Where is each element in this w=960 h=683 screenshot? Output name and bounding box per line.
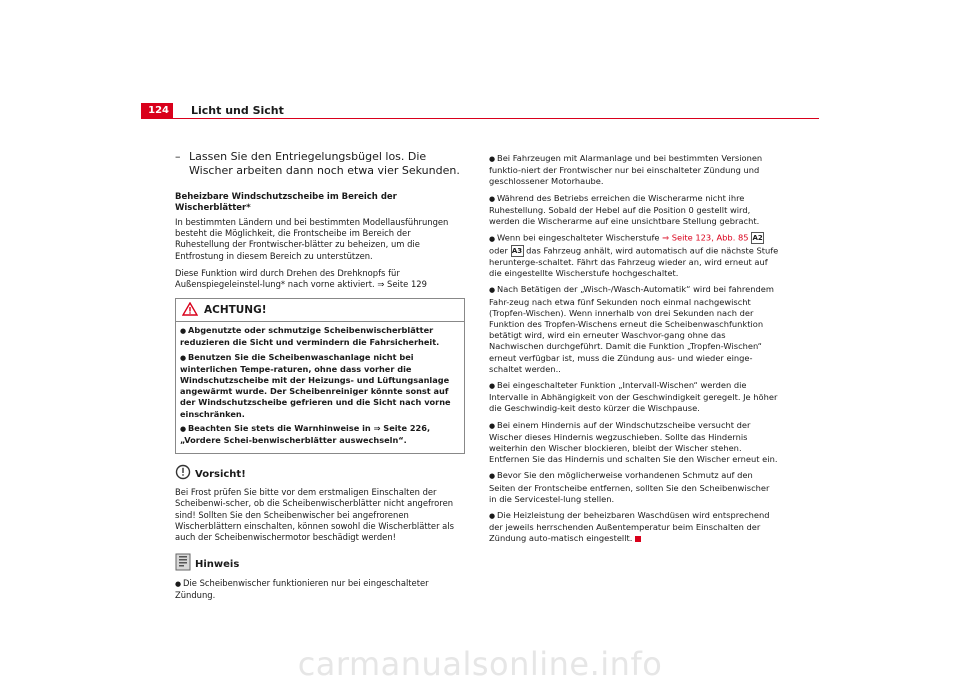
bullet: ● [489, 421, 496, 430]
warning-triangle-icon [182, 301, 198, 320]
bullet: ● [180, 424, 187, 433]
step-text: Lassen Sie den Entriegelungsbügel los. Die Wischer arbeiten dann noch etwa vier Sekunden. [189, 150, 460, 177]
warning-item: ● Benutzen Sie die Scheibenwaschanlage nicht bei winterlichen Tempe-raturen, ohne dass vorher die Windschutzscheibe mit der Heizungs- und Lüftungsanlage angewärmt wurde. Der Scheibenreiniger könnte sonst auf der Windschutzscheibe gefrieren und die Sicht nach vorne einschränken. [180, 351, 451, 419]
note-icon [175, 553, 191, 575]
bullet: ● [489, 472, 496, 481]
bullet: ● [489, 234, 496, 243]
caution-header [175, 464, 465, 484]
section-heading: Beheizbare Windschutzscheibe im Bereich der Wischerblätter* [175, 192, 397, 213]
caution-title: Vorsicht! [195, 468, 246, 480]
bullet: ● [489, 381, 496, 390]
warning-item: ● Beachten Sie stets die Warnhinweise in ⇒ Seite 226, „Vordere Schei-benwischerblätter auswechseln“. [180, 422, 431, 446]
note-title: Hinweis [195, 558, 240, 570]
warning-body [176, 321, 464, 453]
bullet: ● [175, 580, 182, 589]
section-paragraph-2: Diese Funktion wird durch Drehen des Drehknopfs für Außenspiegeleinstel-lung* nach vorne aktiviert. ⇒ Seite 129 [175, 267, 427, 290]
bullet: ● [489, 286, 496, 295]
step-dash: – [175, 150, 181, 163]
list-item: ● Bevor Sie den möglicherweise vorhandenen Schmutz auf den Seiten der Frontscheibe entfernen, sollten Sie den Scheibenwischer in die Servicestel-lung stellen. [489, 470, 770, 504]
warning-header [176, 299, 464, 321]
list-item: ● Nach Betätigen der „Wisch-/Wasch-Automatik“ wird bei fahrendem Fahr-zeug nach etwa fünf Sekunden noch einmal nachgewischt (Tropfen-Wischen). Wenn innerhalb von drei Sekunden nach der Funktion des Tropfen-Wischens erneut die Scheibenwaschfunktion betätigt wird, wird ein erneuter Waschvor-gang ohne das Nachwischen durchgeführt. Damit die Funktion „Tropfen-Wischen“ erneut verfügbar ist, muss die Zündung aus- und wieder einge-schaltet werden.. [489, 284, 774, 374]
instruction-step [175, 150, 465, 178]
callout-badge: A2 [752, 234, 763, 243]
exclamation-circle-icon [175, 464, 191, 484]
bullet: ● [180, 327, 187, 336]
watermark: carmanualsonline.info [297, 645, 663, 683]
left-column [175, 150, 465, 608]
warning-box [175, 298, 465, 454]
callout-badge: A3 [511, 246, 523, 255]
header-rule [141, 118, 819, 119]
list-item: ● Bei Fahrzeugen mit Alarmanlage und bei bestimmten Versionen funktio-niert der Frontwischer nur bei einschalteter Zündung und geschlossener Motorhaube. [489, 153, 763, 187]
section-paragraph-1: In bestimmten Ländern und bei bestimmten Modellausführungen besteht die Möglichkeit, die Frontscheibe im Bereich der Ruhestellung der Frontwischer-blätter zu beheizen, um die Entfrostung in diesem Bereich zu unterstützen. [175, 217, 449, 261]
warning-title: ACHTUNG! [204, 304, 267, 317]
page-number: 124 [141, 103, 173, 119]
bullet: ● [489, 155, 496, 163]
bullet: ● [180, 353, 187, 362]
list-item: ● Wenn bei eingeschalteter Wischerstufe ⇒ Seite 123, Abb. 85 A2 oder A3 das Fahrzeug anhält, wird automatisch auf die nächste Stufe herunterge-schaltet. Fährt das Fahrzeug wieder an, wird erneut auf die eingestellte Wischerstufe hochgeschaltet. [489, 232, 779, 279]
page-title: Licht und Sicht [191, 104, 284, 117]
warning-item: ● Abgenutzte oder schmutzige Scheibenwischerblätter reduzieren die Sicht und vermindern die Fahrsicherheit. [180, 325, 440, 348]
note-header [175, 553, 465, 575]
right-column [489, 153, 779, 550]
list-item: ● Bei einem Hindernis auf der Windschutzscheibe versucht der Wischer dieses Hindernis wegzuschieben. Sollte das Hindernis weiterhin den Wischer blockieren, bleibt der Wischer stehen. Entfernen Sie das Hindernis und schalten Sie den Wischer erneut ein. [489, 419, 778, 465]
list-item: ● Bei eingeschalteter Funktion „Intervall-Wischen“ werden die Intervalle in Abhängigkeit von der Geschwindigkeit geregelt. Je höher die Geschwindig-keit desto kürzer die Wischpause. [489, 379, 778, 414]
page-reference-link[interactable]: ⇒ Seite 123, Abb. 85 [662, 232, 749, 243]
list-item: ● Die Heizleistung der beheizbaren Waschdüsen wird entsprechend der jeweils herrschenden Außentemperatur beim Einschalten der Zündung auto-matisch eingestellt. [489, 509, 770, 544]
caution-text: Bei Frost prüfen Sie bitte vor dem erstmaligen Einschalten der Scheibenwi-scher, ob die Scheibenwischerblätter nicht angefroren sind! Sollten Sie den Scheibenwischer bei angefrorenen Wischerblättern einschalten, können sowohl die Wischerblätter als auch der Scheibenwischermotor beschädigt werden! [175, 487, 454, 543]
bullet: ● [489, 194, 496, 203]
list-item: ● Während des Betriebs erreichen die Wischerarme nicht ihre Ruhestellung. Sobald der Hebel auf die Position 0 gestellt wird, werden die Wischerarme auf eine unsichtbare Stellung gebracht. [489, 192, 760, 227]
bullet: ● [489, 511, 496, 520]
note-item: ● Die Scheibenwischer funktionieren nur bei eingeschalteter Zündung. [175, 578, 429, 601]
section-end-mark [635, 536, 641, 542]
